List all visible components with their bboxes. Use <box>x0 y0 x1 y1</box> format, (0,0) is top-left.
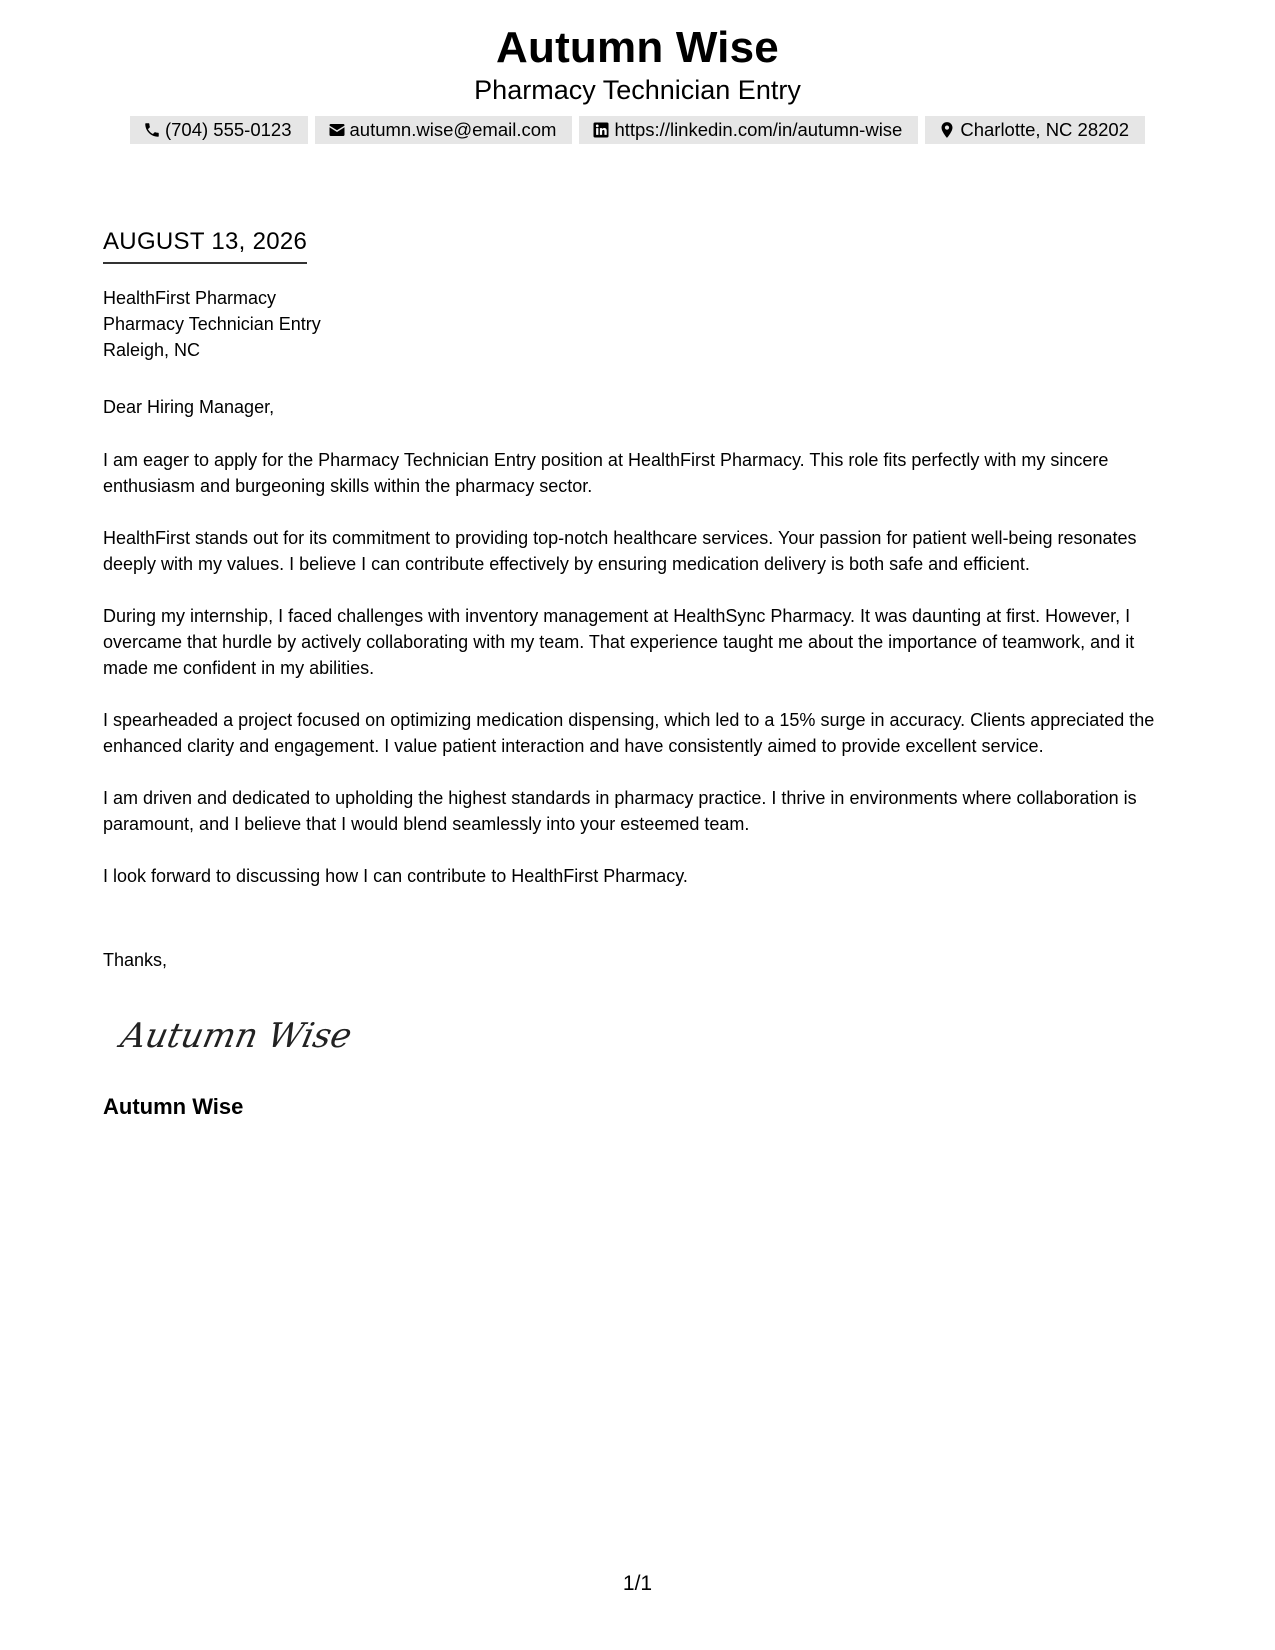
contact-phone-text: (704) 555-0123 <box>164 119 292 140</box>
letter-body <box>103 447 1178 889</box>
contact-linkedin[interactable] <box>579 116 918 144</box>
body-paragraph: During my internship, I faced challenges with inventory management at HealthSync Pharmacy. It was daunting at first. However, I overcame that hurdle by actively collaborating with my team. That experience taught me about the importance of teamwork, and it made me confident in my abilities. <box>103 606 1135 678</box>
page-number: 1/1 <box>622 1572 653 1595</box>
recipient-company: HealthFirst Pharmacy <box>103 288 277 308</box>
handwritten-signature <box>116 1005 356 1065</box>
recipient-location: Raleigh, NC <box>103 340 201 360</box>
phone-icon <box>143 121 161 139</box>
letter-date: AUGUST 13, 2026 <box>103 226 307 264</box>
contact-email-text: autumn.wise@email.com <box>349 119 557 140</box>
contact-location[interactable] <box>925 116 1145 144</box>
contact-phone[interactable] <box>130 116 308 144</box>
contact-linkedin-text: https://linkedin.com/in/autumn-wise <box>614 119 903 140</box>
greeting: Dear Hiring Manager, <box>103 397 275 417</box>
body-paragraph: I am eager to apply for the Pharmacy Technician Entry position at HealthFirst Pharmacy. This role fits perfectly with my sincere enthusiasm and burgeoning skills within the pharmacy sector. <box>103 450 1109 496</box>
recipient-position: Pharmacy Technician Entry <box>103 314 321 334</box>
location-pin-icon <box>938 121 956 139</box>
contact-email[interactable] <box>315 116 573 144</box>
signature-text: Autumn Wise <box>117 1016 356 1056</box>
letter-header <box>0 22 1275 144</box>
contact-bar <box>0 116 1275 144</box>
linkedin-icon <box>592 121 610 139</box>
recipient-block <box>103 285 1178 363</box>
body-paragraph: I am driven and dedicated to upholding the highest standards in pharmacy practice. I thrive in environments where collaboration is paramount, and I believe that I would blend seamlessly into your esteemed team. <box>103 788 1137 834</box>
body-paragraph: I look forward to discussing how I can contribute to HealthFirst Pharmacy. <box>103 866 688 886</box>
envelope-icon <box>328 121 346 139</box>
body-paragraph: I spearheaded a project focused on optimizing medication dispensing, which led to a 15% surge in accuracy. Clients appreciated the enhanced clarity and engagement. I value patient interaction and have consistently aimed to provide excellent service. <box>103 710 1155 756</box>
applicant-title: Pharmacy Technician Entry <box>474 75 801 105</box>
closing: Thanks, <box>103 950 168 970</box>
body-paragraph: HealthFirst stands out for its commitment to providing top-notch healthcare services. Your passion for patient well-being resonates deeply with my values. I believe I can contribute effectively by ensuring medication delivery is both safe and efficient. <box>103 528 1137 574</box>
contact-location-text: Charlotte, NC 28202 <box>960 119 1129 140</box>
applicant-name: Autumn Wise <box>496 23 779 72</box>
signer-name: Autumn Wise <box>103 1094 244 1119</box>
